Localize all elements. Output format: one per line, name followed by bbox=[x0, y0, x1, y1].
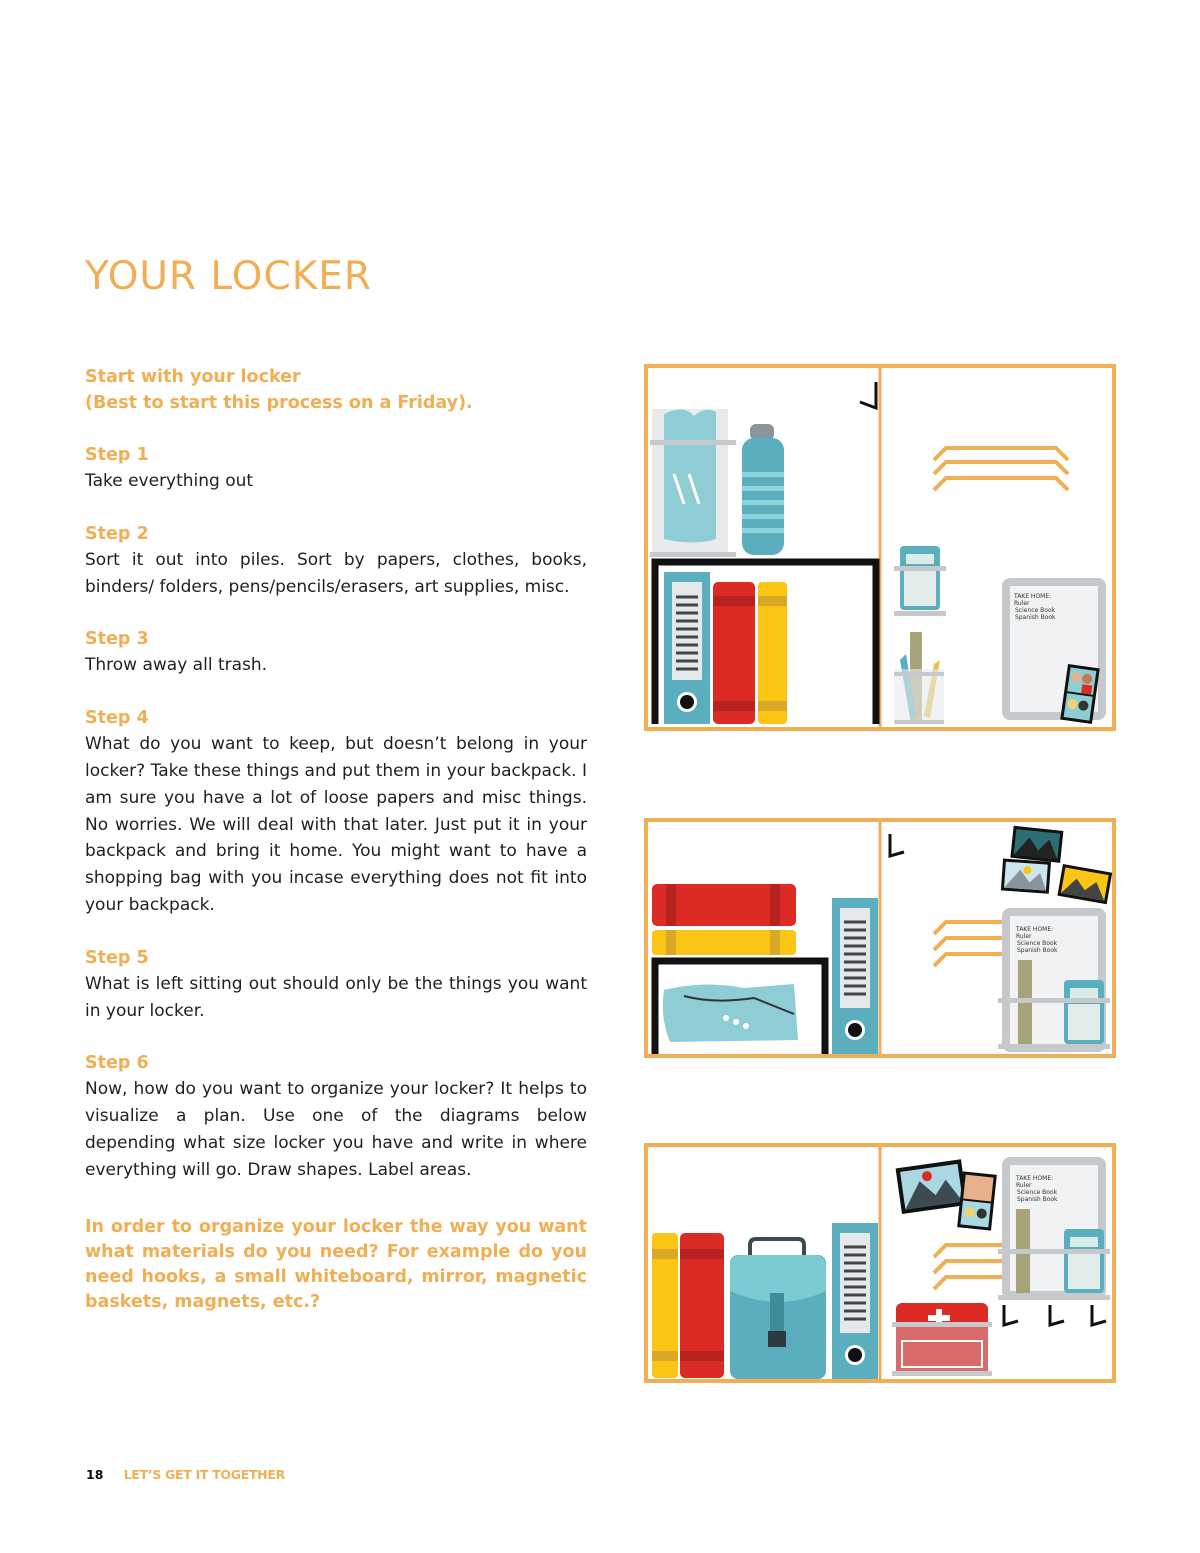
intro-line-1: Start with your locker bbox=[85, 367, 301, 387]
svg-text:Spanish Book: Spanish Book bbox=[1017, 947, 1058, 954]
page-title: YOUR LOCKER bbox=[85, 254, 373, 300]
red-book-icon bbox=[652, 884, 796, 926]
step-3 bbox=[85, 626, 587, 679]
yellow-book-icon bbox=[652, 1233, 678, 1378]
svg-text:Spanish Book: Spanish Book bbox=[1017, 1196, 1058, 1203]
svg-text:TAKE HOME:: TAKE HOME: bbox=[1016, 1175, 1054, 1182]
step-1 bbox=[85, 442, 587, 495]
svg-text:Science Book: Science Book bbox=[1017, 1189, 1058, 1196]
step-heading: Step 2 bbox=[85, 523, 149, 544]
binder-icon bbox=[832, 898, 878, 1054]
svg-text:Science Book: Science Book bbox=[1015, 607, 1056, 614]
binder-icon bbox=[832, 1223, 878, 1379]
sneaker-basket-icon bbox=[650, 409, 736, 557]
step-6 bbox=[85, 1050, 587, 1183]
instructions-column bbox=[85, 364, 587, 1332]
step-heading: Step 4 bbox=[85, 708, 149, 729]
step-5 bbox=[85, 945, 587, 1025]
step-body: What is left sitting out should only be the things you want in your locker. bbox=[85, 973, 587, 1021]
book-title: LET’S GET IT TOGETHER bbox=[123, 1467, 285, 1482]
step-heading: Step 1 bbox=[85, 445, 149, 465]
step-heading: Step 6 bbox=[85, 1053, 149, 1074]
yellow-book-icon bbox=[652, 930, 796, 955]
svg-text:Ruler: Ruler bbox=[1016, 933, 1032, 940]
red-book-icon bbox=[680, 1233, 724, 1378]
svg-text:TAKE HOME:: TAKE HOME: bbox=[1014, 593, 1052, 600]
water-bottle-icon bbox=[742, 424, 784, 555]
whiteboard-icon bbox=[998, 1157, 1110, 1300]
locker-diagram-2 bbox=[644, 818, 1116, 1058]
locker-diagram-3 bbox=[644, 1143, 1116, 1383]
svg-text:Ruler: Ruler bbox=[1016, 1182, 1032, 1189]
step-2 bbox=[85, 521, 587, 601]
step-body: What do you want to keep, but doesn’t belong in your locker? Take these things and put them in your backpack. I am sure you have a lot of loose papers and misc things. No worries. We will deal with that later. Just put it in your backpack and bring it home. You might want to have a shopping bag with you incase everything does not fit into your backpack. bbox=[85, 734, 587, 915]
binder-icon bbox=[664, 572, 710, 724]
svg-text:Science Book: Science Book bbox=[1017, 940, 1058, 947]
page-footer bbox=[86, 1467, 285, 1482]
svg-text:Spanish Book: Spanish Book bbox=[1015, 614, 1056, 621]
backpack-icon bbox=[730, 1239, 826, 1379]
red-book-icon bbox=[713, 582, 755, 724]
whiteboard-icon bbox=[1002, 578, 1106, 724]
step-heading: Step 5 bbox=[85, 947, 149, 968]
page-number: 18 bbox=[86, 1467, 104, 1482]
calculator-icon bbox=[894, 546, 946, 616]
step-body: Throw away all trash. bbox=[85, 655, 268, 676]
yellow-book-icon bbox=[758, 582, 787, 724]
first-aid-basket-icon bbox=[892, 1303, 992, 1376]
closing-question: In order to organize your locker the way you want what materials do you need? For example do you need hooks, a small whiteboard, mirror, magnetic baskets, magnets, etc.? bbox=[85, 1216, 587, 1312]
step-heading: Step 3 bbox=[85, 629, 149, 650]
sneaker-icon bbox=[663, 984, 798, 1042]
step-body: Take everything out bbox=[85, 471, 254, 491]
step-4 bbox=[85, 705, 587, 919]
svg-text:Ruler: Ruler bbox=[1014, 600, 1030, 607]
svg-text:TAKE HOME:: TAKE HOME: bbox=[1016, 926, 1054, 933]
locker-diagram-1 bbox=[644, 364, 1116, 731]
intro-line-2: (Best to start this process on a Friday). bbox=[85, 393, 473, 413]
whiteboard-icon bbox=[998, 908, 1110, 1052]
step-body: Now, how do you want to organize your locker? It helps to visualize a plan. Use one of the diagrams below depending what size locker you have and write in where everything will go. Draw shapes. Label areas. bbox=[85, 1079, 587, 1180]
step-body: Sort it out into piles. Sort by papers, clothes, books, binders/ folders, pens/pencils/erasers, art supplies, misc. bbox=[85, 549, 587, 597]
